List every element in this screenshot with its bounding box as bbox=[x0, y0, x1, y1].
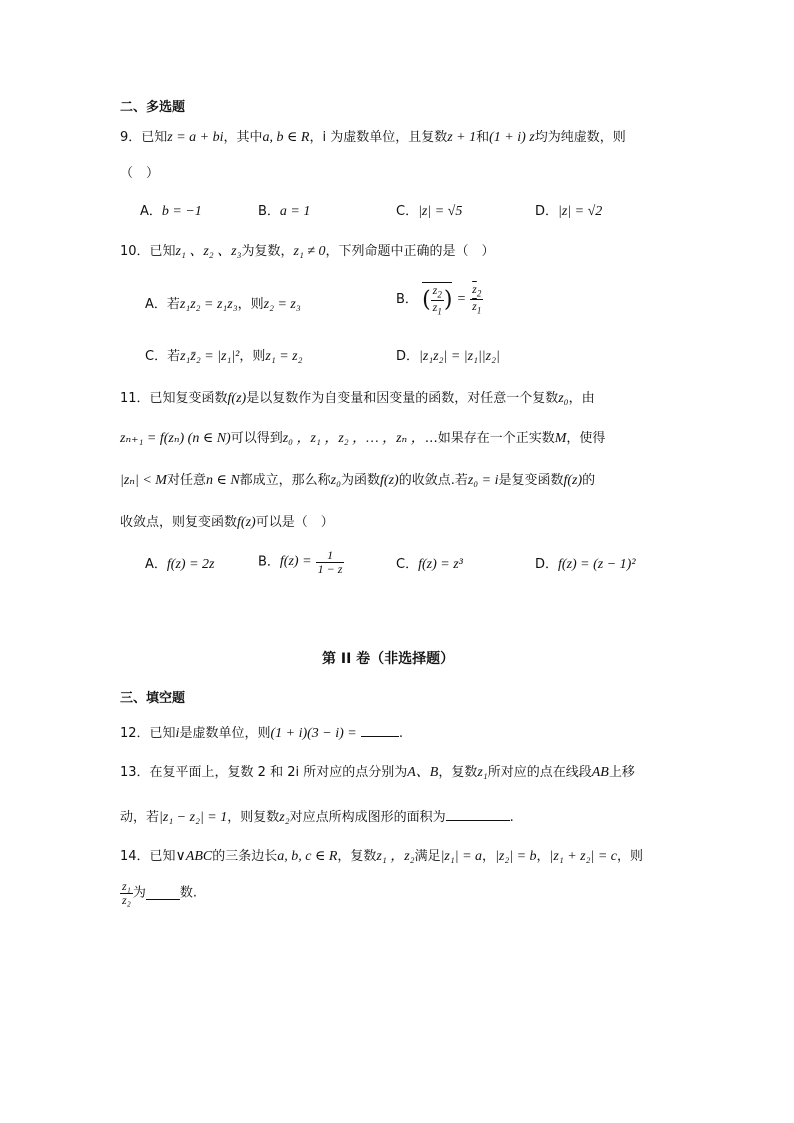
question-12: 12．已知i是虚数单位，则(1 + i)(3 − i) = . bbox=[120, 726, 404, 741]
section-title-multi-choice: 二、多选题 bbox=[120, 100, 186, 115]
question-11-line-1: 11．已知复变函数f(z)是以复数作为自变量和因变量的函数，对任意一个复数z₀，由 bbox=[120, 391, 595, 406]
question-14-line-2: $\frac{\text{z₁}}{\text{z₂}}$ 为 数. bbox=[122, 879, 197, 907]
q11-option-c: C．f(z) = z³ bbox=[396, 557, 463, 572]
q13-answer-blank[interactable] bbox=[446, 808, 510, 821]
q12-answer-blank[interactable] bbox=[361, 724, 399, 737]
q10-b-conj-fraction: ( $\frac{z_2}{z_1}$ ) bbox=[422, 283, 453, 317]
part-2-heading: 第 II 卷（非选择题） bbox=[322, 651, 455, 667]
section-title-fill-in: 三、填空题 bbox=[120, 691, 186, 706]
q10-option-c: C．若z₁z̄₂ = |z₁|²，则z₁ = z₂ bbox=[145, 349, 303, 364]
q10-option-a: A．若z₁z₂ = z₁z₃，则z₂ = z₃ bbox=[145, 297, 301, 312]
q9-option-d: D．|z| = √2 bbox=[535, 204, 603, 219]
question-9-answer-paren: （ ） bbox=[120, 166, 160, 181]
question-11-line-2: zₙ₊₁ = f(zₙ) (n ∈ N)可以得到z₀ ，z₁ ，z₂ ，… ，zₙ ，…如果存在一个正实数M，使得 bbox=[120, 431, 606, 446]
q14-ratio-fraction: $\frac{\text{z₁}}{\text{z₂}}$ bbox=[122, 879, 131, 907]
question-13-line-2: 动，若|z₁ − z₂| = 1，则复数z₂对应点所构成图形的面积为 . bbox=[120, 810, 514, 825]
q14-answer-blank[interactable] bbox=[146, 887, 180, 900]
q10-option-d: D．|z₁z₂| = |z₁||z₂| bbox=[396, 349, 500, 364]
question-9-stem: 9．已知z = a + bi，其中a, b ∈ R，i 为虚数单位，且复数z + 1和(1 + i) z均为纯虚数，则 bbox=[120, 130, 626, 145]
q11-option-b: B．f(z) = $\frac{1}{1 - z}$ bbox=[258, 548, 343, 576]
q9-option-a: A．b = −1 bbox=[140, 204, 202, 219]
q11-option-a: A．f(z) = 2z bbox=[145, 557, 215, 572]
question-10-stem: 10．已知z₁ 、z₂ 、z₃为复数，z₁ ≠ 0，下列命题中正确的是（ ） bbox=[120, 244, 495, 259]
q9-option-b: B．a = 1 bbox=[258, 204, 311, 219]
q10-b-rhs-fraction: $\frac{\overline{z}_2}{\overline{z}_1}$ bbox=[472, 282, 482, 316]
question-11-line-3: |zₙ| < M对任意n ∈ N都成立，那么称z₀为函数f(z)的收敛点.若z₀ = i是复变函数f(z)的 bbox=[120, 473, 596, 488]
question-14-line-1: 14．已知∨ABC的三条边长a, b, c ∈ R，复数z₁ ，z₂满足|z₁| = a，|z₂| = b，|z₁ + z₂| = c，则 bbox=[120, 849, 643, 864]
q11-option-d: D．f(z) = (z − 1)² bbox=[535, 557, 636, 572]
question-11-line-4: 收敛点，则复变函数f(z)可以是（ ） bbox=[120, 515, 334, 530]
question-13-line-1: 13．在复平面上，复数 2 和 2i 所对应的点分别为A、B，复数z₁所对应的点在线段AB上移 bbox=[120, 765, 635, 780]
q10-option-b: B． ( $\frac{z_2}{z_1}$ ) = $\frac{\overline{z}_2}{\overline{z}_1}$ bbox=[396, 282, 482, 317]
q9-option-c: C．|z| = √5 bbox=[396, 204, 463, 219]
